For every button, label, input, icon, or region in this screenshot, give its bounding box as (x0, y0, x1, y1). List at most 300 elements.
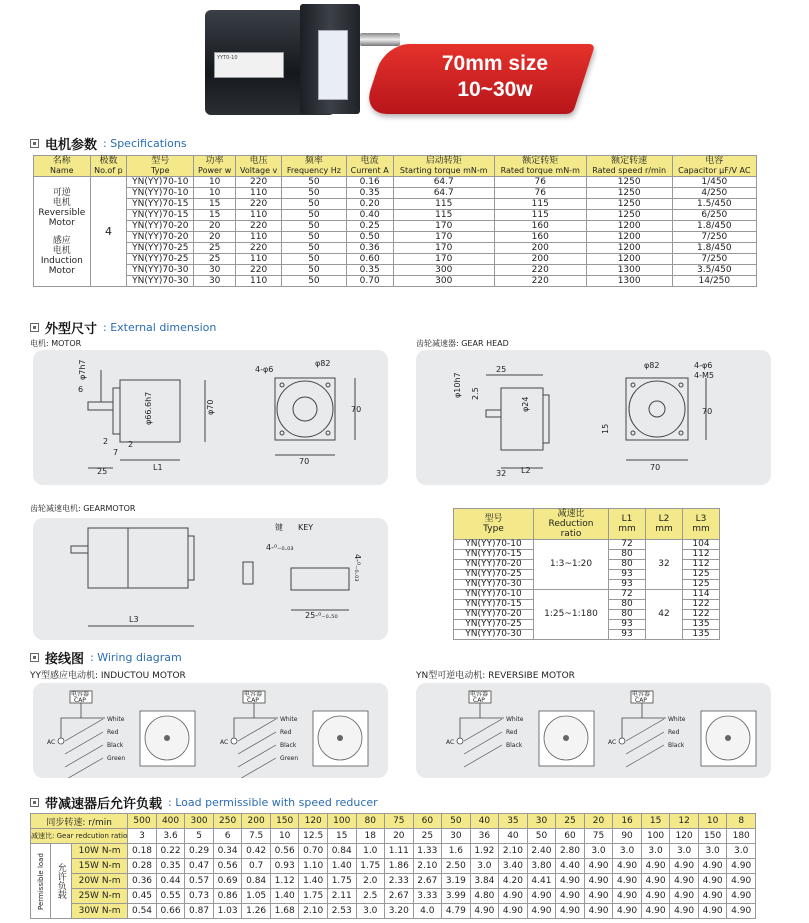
spec-cell: 1200 (586, 254, 672, 265)
spec-header-cn: 启动转矩 (425, 156, 462, 166)
section-bullet-icon (30, 139, 39, 148)
spec-row (34, 243, 757, 254)
load-value-cell: 1.75 (327, 874, 356, 889)
load-speed-cell: 80 (356, 814, 385, 829)
load-value-cell: 0.84 (327, 844, 356, 859)
load-value-cell: 0.56 (213, 859, 242, 874)
section-bullet-icon (30, 798, 39, 807)
load-ratio-cell: 10 (270, 829, 299, 844)
wire-line (65, 745, 103, 767)
spec-cell: 6/250 (672, 210, 756, 221)
load-value-cell: 4.90 (727, 874, 756, 889)
yy-wiring-title: YY型感应电动机: INDUCTOU MOTOR (30, 671, 186, 681)
product-header (0, 0, 809, 128)
spec-table (33, 155, 757, 287)
svg-text:2: 2 (128, 440, 134, 449)
spec-header-cell (282, 156, 346, 177)
load-ratio-cell: 7.5 (242, 829, 271, 844)
load-value-cell: 4.90 (670, 859, 699, 874)
ratio-value-cell: 1:3~1:20 (534, 540, 609, 590)
ratio-l1-cell: 93 (609, 580, 646, 590)
spec-cell: 50 (282, 199, 346, 210)
spec-name-cell (34, 177, 91, 287)
spec-cell: 7/250 (672, 254, 756, 265)
svg-text:25: 25 (97, 467, 108, 476)
spec-header-en: Power w (198, 166, 232, 175)
load-value-cell: 4.90 (527, 889, 556, 904)
ratio-l1-cell: 80 (609, 610, 646, 620)
ratio-l3-cell: 135 (683, 630, 720, 640)
load-value-cell: 0.45 (128, 889, 157, 904)
spec-cell: 220 (236, 177, 282, 188)
spec-cell: YN(YY)70-15 (127, 199, 194, 210)
svg-text:KEY: KEY (298, 523, 314, 532)
ratio-type-cell: YN(YY)70-10 (454, 590, 534, 600)
load-value-cell: 4.90 (527, 904, 556, 919)
spec-cell: 220 (236, 199, 282, 210)
ratio-row (454, 540, 720, 550)
spec-cell: YN(YY)70-20 (127, 221, 194, 232)
svg-text:4-M5: 4-M5 (694, 371, 714, 380)
load-speed-cell: 500 (128, 814, 157, 829)
load-value-cell: 2.53 (327, 904, 356, 919)
load-power-cell: 30W N-m (71, 904, 127, 919)
load-value-cell: 0.56 (270, 844, 299, 859)
load-ratio-cell: 18 (356, 829, 385, 844)
ratio-l1-cell: 80 (609, 600, 646, 610)
spec-cell: 1250 (586, 177, 672, 188)
svg-text:φ24: φ24 (521, 396, 530, 412)
load-speed-cell: 30 (527, 814, 556, 829)
ac-terminal-icon (619, 738, 625, 744)
ratio-l1-cell: 93 (609, 630, 646, 640)
spec-row (34, 177, 757, 188)
spec-cell: 50 (282, 232, 346, 243)
spec-cell: 0.50 (346, 232, 393, 243)
ratio-table-header: 型号 Type 减速比 Reduction ratio L1 mm L2 mm L3 mm (454, 509, 720, 540)
load-value-cell: 3.0 (584, 844, 613, 859)
spec-row (34, 232, 757, 243)
load-value-cell: 2.33 (385, 874, 414, 889)
load-row (31, 859, 756, 874)
spec-cell: 0.40 (346, 210, 393, 221)
wire-line (626, 745, 664, 767)
spec-cell: 1.8/450 (672, 221, 756, 232)
load-value-cell: 1.33 (413, 844, 442, 859)
wire-label: Red (506, 729, 518, 736)
svg-text:70: 70 (351, 405, 362, 414)
load-ratio-cell: 3.6 (156, 829, 185, 844)
spec-header-cell (672, 156, 756, 177)
load-value-cell: 0.69 (213, 874, 242, 889)
spec-header-cn: 电容 (705, 156, 724, 166)
spec-cell: 50 (282, 221, 346, 232)
load-ratio-cell: 150 (698, 829, 727, 844)
load-value-cell: 1.6 (442, 844, 471, 859)
motor-drawing-panel (33, 350, 388, 485)
spec-header-cn: 额定转矩 (522, 156, 559, 166)
ac-label: AC (47, 739, 56, 746)
svg-text:键: 键 (275, 523, 283, 532)
size-badge-line1: 70mm size (441, 52, 549, 75)
load-value-cell: 4.90 (641, 874, 670, 889)
load-value-cell: 2.10 (499, 844, 528, 859)
load-value-cell: 3.40 (499, 859, 528, 874)
load-ratio-cell: 36 (470, 829, 499, 844)
load-value-cell: 3.0 (727, 844, 756, 859)
spec-cell: 50 (282, 265, 346, 276)
load-value-cell: 1.68 (270, 904, 299, 919)
load-ratio-cell: 50 (527, 829, 556, 844)
section-title-load: 带减速器后允许负载 : Load permissible with speed reducer (30, 793, 378, 811)
wire-line (464, 719, 502, 741)
ratio-l3-cell: 112 (683, 560, 720, 570)
spec-cell: 1250 (586, 188, 672, 199)
load-speed-cell: 10 (698, 814, 727, 829)
capacitor-label: CAP (74, 697, 86, 704)
load-power-cell: 25W N-m (71, 889, 127, 904)
ratio-l3-cell: 112 (683, 550, 720, 560)
spec-cell: 30 (194, 265, 236, 276)
load-value-cell: 1.0 (356, 844, 385, 859)
spec-cell: 220 (494, 265, 586, 276)
capacitor-label: CAP (473, 697, 485, 704)
load-ratio-cell: 90 (613, 829, 642, 844)
spec-cell: 76 (494, 188, 586, 199)
spec-header-cell (586, 156, 672, 177)
spec-cell: 25 (194, 243, 236, 254)
load-value-cell: 2.0 (356, 874, 385, 889)
yn-wiring-title: YN型可逆电动机: REVERSIBE MOTOR (416, 671, 575, 681)
spec-header-cell (346, 156, 393, 177)
spec-cell: 110 (236, 254, 282, 265)
load-speed-cell: 35 (499, 814, 528, 829)
spec-header-cell (393, 156, 494, 177)
load-value-cell: 1.75 (299, 889, 328, 904)
load-value-cell: 4.41 (527, 874, 556, 889)
load-side-en: Permissible load (31, 844, 51, 919)
load-row (31, 904, 756, 919)
ratio-type-cell: YN(YY)70-20 (454, 560, 534, 570)
load-value-cell: 0.42 (242, 844, 271, 859)
spec-name-line: 感应 (52, 235, 71, 246)
load-ratio-cell: 12.5 (299, 829, 328, 844)
load-speed-cell: 8 (727, 814, 756, 829)
gearmotor-drawing-title: 齿轮减速电机: GEARMOTOR (30, 504, 136, 513)
spec-poles-cell: 4 (90, 177, 127, 287)
spec-cell: 0.16 (346, 177, 393, 188)
load-ratio-cell: 5 (185, 829, 214, 844)
load-value-cell: 4.80 (470, 889, 499, 904)
load-value-cell: 2.50 (442, 859, 471, 874)
svg-text:70: 70 (650, 463, 661, 472)
load-value-cell: 2.11 (327, 889, 356, 904)
load-value-cell: 2.40 (527, 844, 556, 859)
load-value-cell: 4.90 (727, 904, 756, 919)
load-value-cell: 4.90 (584, 889, 613, 904)
section-title-spec: 电机参数 : Specifications (30, 134, 187, 152)
wire-line (238, 758, 276, 778)
load-value-cell: 0.28 (128, 859, 157, 874)
load-value-cell: 4.79 (442, 904, 471, 919)
load-value-cell: 2.67 (385, 889, 414, 904)
load-value-cell: 3.33 (413, 889, 442, 904)
load-ratio-cell: 15 (327, 829, 356, 844)
spec-cell: 220 (236, 243, 282, 254)
load-value-cell: 4.90 (613, 904, 642, 919)
load-speed-cell: 400 (156, 814, 185, 829)
load-ratio-cell: 100 (641, 829, 670, 844)
capacitor-label: CAP (635, 697, 647, 704)
load-value-cell: 3.80 (527, 859, 556, 874)
ratio-l3-cell: 104 (683, 540, 720, 550)
load-value-cell: 4.90 (499, 889, 528, 904)
spec-cell: 10 (194, 188, 236, 199)
load-value-cell: 0.18 (128, 844, 157, 859)
section-bullet-icon (30, 653, 39, 662)
load-value-cell: 4.90 (670, 904, 699, 919)
ratio-value-cell: 1:25~1:180 (534, 590, 609, 640)
load-speed-row (31, 814, 756, 829)
load-value-cell: 0.34 (213, 844, 242, 859)
load-value-cell: 4.90 (670, 874, 699, 889)
load-value-cell: 4.20 (499, 874, 528, 889)
load-value-cell: 0.35 (156, 859, 185, 874)
spec-cell: 0.35 (346, 188, 393, 199)
wire-label: White (107, 716, 125, 723)
svg-text:4-φ6: 4-φ6 (694, 361, 713, 370)
svg-text:φ7h7: φ7h7 (78, 359, 87, 380)
spec-header-cn: 额定转速 (611, 156, 648, 166)
capacitor-label-cn: 电容器 (244, 691, 263, 698)
load-value-cell: 0.86 (213, 889, 242, 904)
spec-cell: YN(YY)70-10 (127, 177, 194, 188)
ratio-type-cell: YN(YY)70-15 (454, 600, 534, 610)
ratio-l2-cell: 42 (646, 590, 683, 640)
wire-label: White (668, 716, 686, 723)
section-title-wiring: 接线图 : Wiring diagram (30, 648, 182, 666)
spec-cell: 7/250 (672, 232, 756, 243)
load-value-cell: 0.93 (270, 859, 299, 874)
svg-text:2: 2 (103, 437, 109, 446)
svg-text:25-⁰₋₀.₅₀: 25-⁰₋₀.₅₀ (305, 611, 338, 620)
ratio-row (454, 590, 720, 600)
load-value-cell: 4.40 (556, 859, 585, 874)
load-value-cell: 4.90 (698, 859, 727, 874)
spec-header-en: Frequency Hz (286, 166, 341, 175)
load-value-cell: 4.90 (470, 904, 499, 919)
wire-label: White (280, 716, 298, 723)
gear-head-drawing-panel (416, 350, 771, 485)
spec-name-line: Motor (48, 217, 75, 228)
spec-cell: 1250 (586, 199, 672, 210)
load-value-cell: 3.19 (442, 874, 471, 889)
spec-cell: 1250 (586, 210, 672, 221)
spec-header-cell (236, 156, 282, 177)
load-value-cell: 4.90 (499, 904, 528, 919)
yn-wiring-diagram (416, 683, 771, 778)
load-value-cell: 1.05 (242, 889, 271, 904)
spec-cell: 300 (393, 265, 494, 276)
load-speed-cell: 200 (242, 814, 271, 829)
spec-name-line: 电机 (52, 197, 71, 208)
spec-cell: 1200 (586, 243, 672, 254)
svg-text:70: 70 (299, 457, 310, 466)
load-value-cell: 2.80 (556, 844, 585, 859)
load-speed-cell: 150 (270, 814, 299, 829)
motor-drawing-title: 电机: MOTOR (30, 339, 82, 348)
load-speed-cell: 50 (442, 814, 471, 829)
spec-name-gap (36, 228, 88, 236)
yy-wiring-diagram (33, 683, 388, 778)
svg-text:φ70: φ70 (206, 399, 215, 415)
load-table (30, 813, 756, 919)
motor-photo-shaft (360, 33, 400, 46)
spec-cell: 200 (494, 243, 586, 254)
spec-cell: 1300 (586, 276, 672, 287)
spec-cell: 1/450 (672, 177, 756, 188)
load-value-cell: 0.84 (242, 874, 271, 889)
load-value-cell: 0.54 (128, 904, 157, 919)
spec-header-en: Voltage v (239, 166, 278, 175)
load-row (31, 889, 756, 904)
svg-text:L3: L3 (129, 615, 139, 624)
spec-cell: 220 (494, 276, 586, 287)
load-value-cell: 3.0 (356, 904, 385, 919)
wire-line (464, 745, 502, 767)
ratio-l3-cell: 135 (683, 620, 720, 630)
load-value-cell: 1.40 (299, 874, 328, 889)
load-value-cell: 4.90 (556, 874, 585, 889)
load-value-cell: 0.66 (156, 904, 185, 919)
ratio-table (453, 508, 720, 640)
wire-label: Black (668, 742, 685, 749)
load-value-cell: 4.90 (698, 874, 727, 889)
load-value-cell: 1.12 (270, 874, 299, 889)
spec-cell: 300 (393, 276, 494, 287)
spec-cell: 110 (236, 276, 282, 287)
load-value-cell: 0.70 (299, 844, 328, 859)
load-speed-cell: 300 (185, 814, 214, 829)
load-value-cell: 4.90 (641, 889, 670, 904)
gear-head-drawing (416, 350, 771, 485)
load-value-cell: 4.90 (584, 874, 613, 889)
yn-wiring-unit-1 (446, 690, 594, 767)
load-value-cell: 1.11 (385, 844, 414, 859)
spec-cell: 15 (194, 199, 236, 210)
load-speed-cell: 20 (584, 814, 613, 829)
load-ratio-cell: 30 (442, 829, 471, 844)
spec-cell: 76 (494, 177, 586, 188)
ratio-l1-cell: 72 (609, 590, 646, 600)
ac-label: AC (220, 739, 229, 746)
wire-label: Green (107, 755, 126, 762)
spec-cell: 1300 (586, 265, 672, 276)
spec-cell: 25 (194, 254, 236, 265)
spec-cell: YN(YY)70-25 (127, 243, 194, 254)
svg-text:L1: L1 (153, 463, 163, 472)
ratio-type-cell: YN(YY)70-30 (454, 580, 534, 590)
ratio-type-cell: YN(YY)70-15 (454, 550, 534, 560)
capacitor-label-cn: 电容器 (470, 691, 489, 698)
load-value-cell: 1.03 (213, 904, 242, 919)
ac-terminal-icon (457, 738, 463, 744)
spec-header-en: Rated speed r/min (592, 166, 667, 175)
load-value-cell: 4.90 (613, 874, 642, 889)
spec-cell: 160 (494, 221, 586, 232)
spec-cell: 0.25 (346, 221, 393, 232)
load-value-cell: 0.7 (242, 859, 271, 874)
wire-line (238, 719, 276, 741)
wire-label: Black (107, 742, 124, 749)
spec-cell: 4/250 (672, 188, 756, 199)
spec-header-en: Capacitor μF/V AC (678, 166, 751, 175)
spec-name-line: 可逆 (52, 187, 71, 198)
spec-cell: 14/250 (672, 276, 756, 287)
ratio-l1-cell: 80 (609, 550, 646, 560)
spec-cell: YN(YY)70-10 (127, 188, 194, 199)
spec-cell: 30 (194, 276, 236, 287)
wire-label: Red (668, 729, 680, 736)
ratio-type-cell: YN(YY)70-10 (454, 540, 534, 550)
section-title-dimension: 外型尺寸 : External dimension (30, 318, 216, 336)
motor-shaft-icon (563, 735, 569, 741)
spec-cell: YN(YY)70-20 (127, 232, 194, 243)
load-ratio-label: 减速比: Gear redcution ratio (31, 829, 128, 844)
spec-cell: 200 (494, 254, 586, 265)
yn-wiring-panel (416, 683, 771, 778)
ratio-l3-cell: 122 (683, 600, 720, 610)
spec-row (34, 188, 757, 199)
load-ratio-row (31, 829, 756, 844)
ratio-type-cell: YN(YY)70-25 (454, 620, 534, 630)
load-value-cell: 0.36 (128, 874, 157, 889)
spec-header-en: Current A (350, 166, 389, 175)
spec-header-cell (194, 156, 236, 177)
load-value-cell: 4.90 (556, 889, 585, 904)
ratio-type-cell: YN(YY)70-30 (454, 630, 534, 640)
load-value-cell: 4.90 (613, 859, 642, 874)
load-ratio-cell: 25 (413, 829, 442, 844)
wire-line (65, 719, 103, 741)
spec-cell: 115 (393, 210, 494, 221)
svg-text:32: 32 (496, 469, 507, 478)
wire-line (626, 732, 664, 754)
spec-cell: 110 (236, 232, 282, 243)
spec-row (34, 199, 757, 210)
spec-row (34, 254, 757, 265)
spec-header-cn: 频率 (304, 156, 323, 166)
spec-cell: 1200 (586, 221, 672, 232)
load-side-cn: 允许负载 (51, 844, 71, 919)
load-value-cell: 4.0 (413, 904, 442, 919)
load-value-cell: 0.73 (185, 889, 214, 904)
wire-line (238, 745, 276, 767)
load-speed-cell: 40 (470, 814, 499, 829)
load-value-cell: 4.90 (641, 859, 670, 874)
wire-label: Green (280, 755, 299, 762)
ac-label: AC (608, 739, 617, 746)
load-value-cell: 3.0 (613, 844, 642, 859)
load-value-cell: 3.0 (698, 844, 727, 859)
load-value-cell: 0.22 (156, 844, 185, 859)
spec-cell: 50 (282, 210, 346, 221)
load-speed-cell: 16 (613, 814, 642, 829)
load-value-cell: 4.90 (698, 904, 727, 919)
spec-cell: 115 (494, 199, 586, 210)
load-value-cell: 1.40 (327, 859, 356, 874)
load-speed-cell: 120 (299, 814, 328, 829)
